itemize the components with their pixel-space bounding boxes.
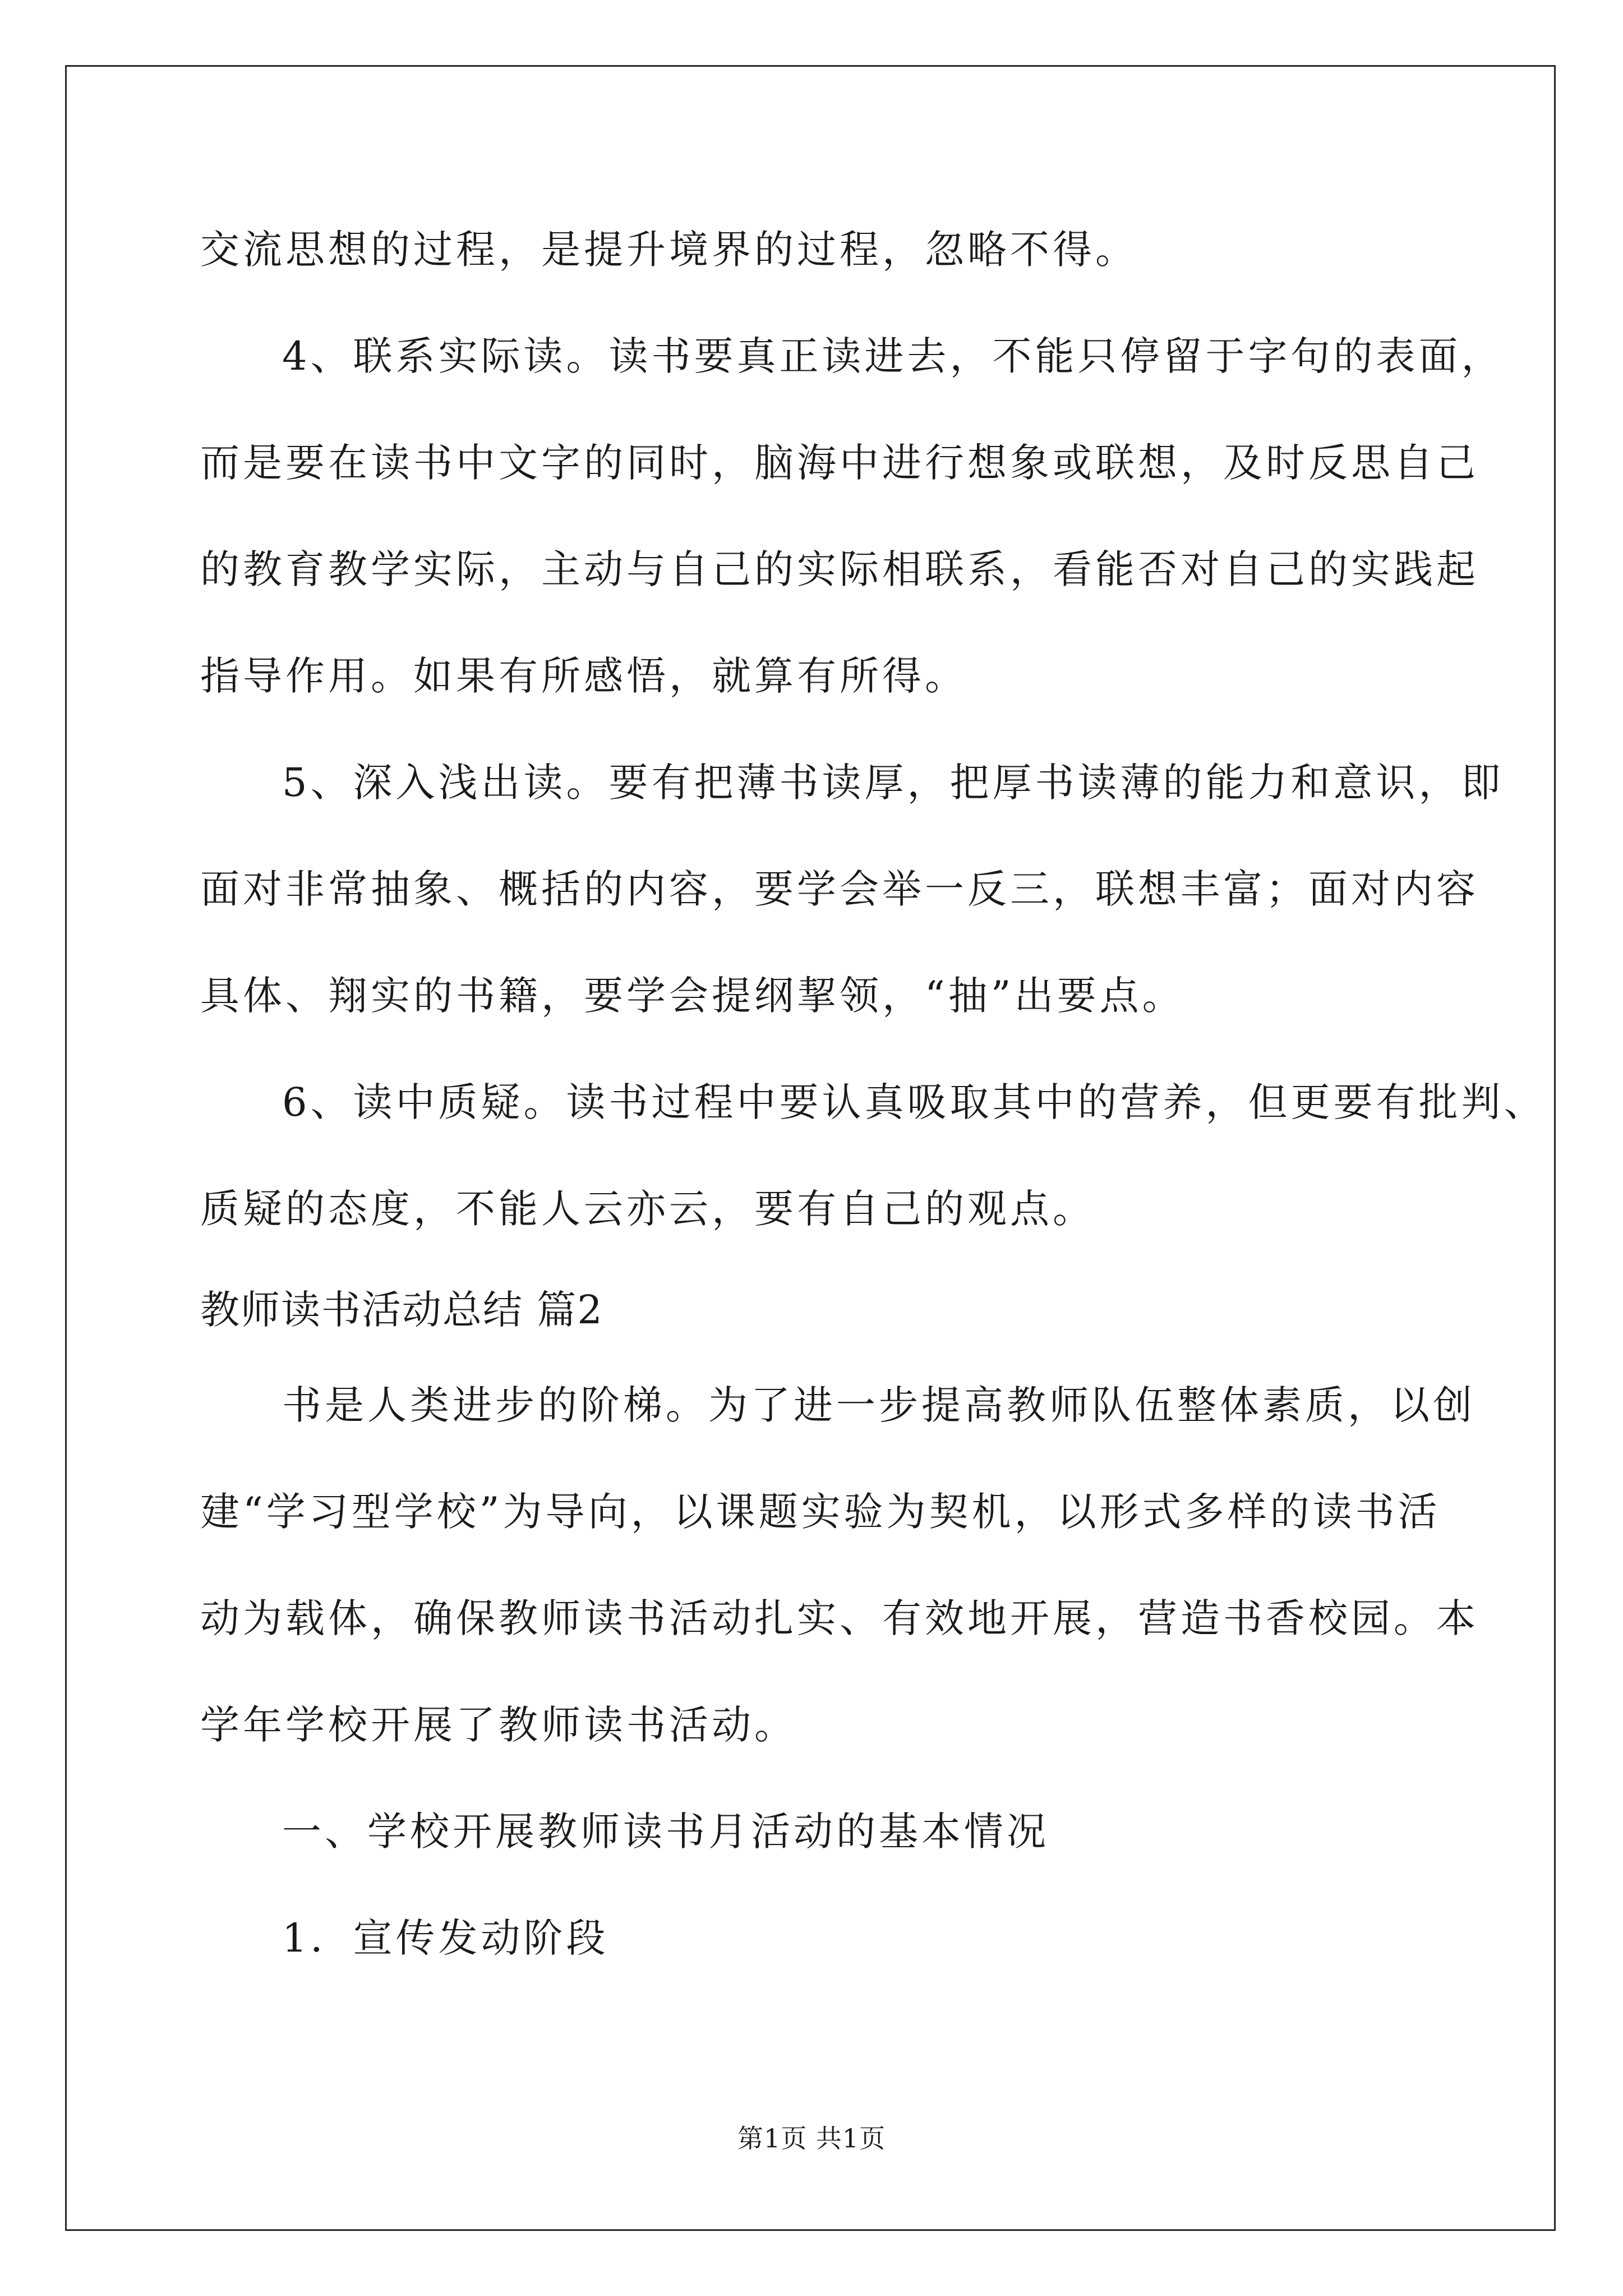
paragraph-line: 具体、翔实的书籍，要学会提纲挈领，“抽”出要点。 — [200, 973, 1185, 1019]
paragraph-line: 书是人类进步的阶梯。为了进一步提高教师队伍整体素质，以创 — [282, 1382, 1476, 1428]
paragraph-line: 的教育教学实际，主动与自己的实际相联系，看能否对自己的实践起 — [200, 546, 1479, 592]
paragraph-line: 交流思想的过程，是提升境界的过程，忽略不得。 — [200, 227, 1138, 273]
subheading: 1．宣传发动阶段 — [282, 1915, 609, 1961]
section-title: 教师读书活动总结 篇2 — [200, 1287, 603, 1333]
paragraph-line: 建“学习型学校”为导向，以课题实验为契机，以形式多样的读书活 — [200, 1489, 1441, 1535]
subheading: 一、学校开展教师读书月活动的基本情况 — [282, 1809, 1049, 1855]
paragraph-line: 而是要在读书中文字的同时，脑海中进行想象或联想，及时反思自己 — [200, 440, 1479, 486]
page-border — [65, 65, 1556, 2231]
paragraph-line: 动为载体，确保教师读书活动扎实、有效地开展，营造书香校园。本 — [200, 1595, 1479, 1641]
paragraph-line: 指导作用。如果有所感悟，就算有所得。 — [200, 653, 967, 699]
paragraph-line: 6、读中质疑。读书过程中要认真吸取其中的营养，但更要有批判、 — [282, 1079, 1547, 1125]
paragraph-line: 学年学校开展了教师读书活动。 — [200, 1702, 797, 1748]
paragraph-line: 5、深入浅出读。要有把薄书读厚，把厚书读薄的能力和意识，即 — [282, 760, 1504, 806]
paragraph-line: 质疑的态度，不能人云亦云，要有自己的观点。 — [200, 1186, 1095, 1232]
page-footer: 第1页 共1页 — [737, 2123, 886, 2154]
paragraph-line: 面对非常抽象、概括的内容，要学会举一反三，联想丰富；面对内容 — [200, 866, 1479, 912]
paragraph-line: 4、联系实际读。读书要真正读进去，不能只停留于字句的表面， — [282, 333, 1504, 379]
